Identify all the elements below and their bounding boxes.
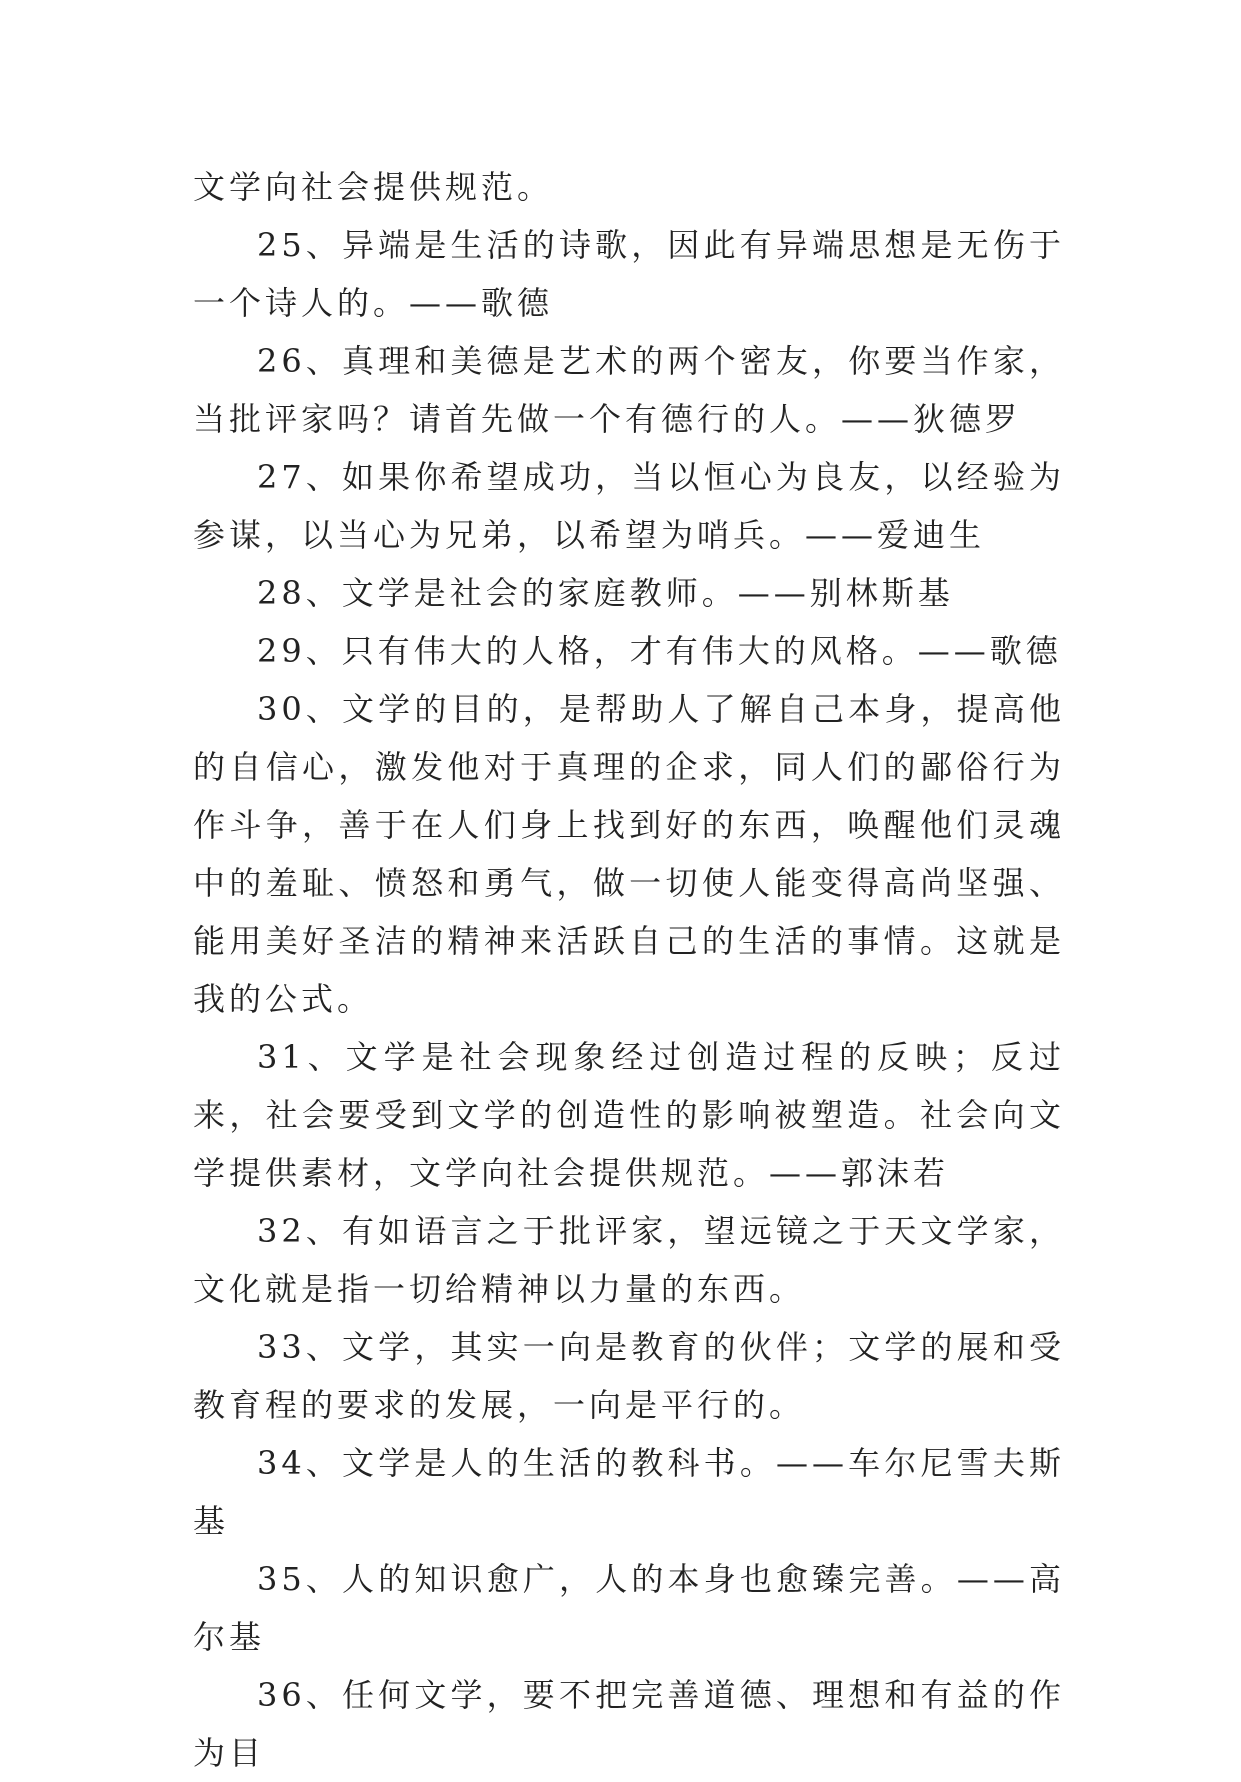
paragraph: 30、文学的目的，是帮助人了解自己本身，提高他的自信心，激发他对于真理的企求，同人们的鄙俗行为作斗争，善于在人们身上找到好的东西，唤醒他们灵魂中的羞耻、愤怒和勇气，做一切使人能变得高尚坚强、能用美好圣洁的精神来活跃自己的生活的事情。这就是我的公式。 (193, 690, 1065, 1018)
paragraph: 25、异端是生活的诗歌，因此有异端思想是无伤于一个诗人的。——歌德 (193, 226, 1065, 322)
paragraph: 32、有如语言之于批评家，望远镜之于天文学家，文化就是指一切给精神以力量的东西。 (193, 1212, 1065, 1308)
paragraph: 29、只有伟大的人格，才有伟大的风格。——歌德 (257, 632, 1062, 670)
paragraph: 27、如果你希望成功，当以恒心为良友，以经验为参谋，以当心为兄弟，以希望为哨兵。——爱迪生 (193, 458, 1065, 554)
paragraph: 26、真理和美德是艺术的两个密友，你要当作家，当批评家吗？请首先做一个有德行的人。——狄德罗 (193, 342, 1065, 438)
document-page (193, 158, 1065, 1782)
paragraph: 33、文学，其实一向是教育的伙伴；文学的展和受教育程的要求的发展，一向是平行的。 (193, 1328, 1065, 1424)
paragraph: 31、文学是社会现象经过创造过程的反映；反过来，社会要受到文学的创造性的影响被塑造。社会向文学提供素材，文学向社会提供规范。——郭沫若 (193, 1038, 1065, 1192)
paragraph: 文学向社会提供规范。 (193, 168, 554, 206)
paragraph: 35、人的知识愈广，人的本身也愈臻完善。——高尔基 (193, 1560, 1065, 1656)
paragraph: 28、文学是社会的家庭教师。——别林斯基 (257, 574, 954, 612)
paragraph: 36、任何文学，要不把完善道德、理想和有益的作为目 (193, 1676, 1065, 1772)
paragraph: 34、文学是人的生活的教科书。——车尔尼雪夫斯基 (193, 1444, 1065, 1540)
